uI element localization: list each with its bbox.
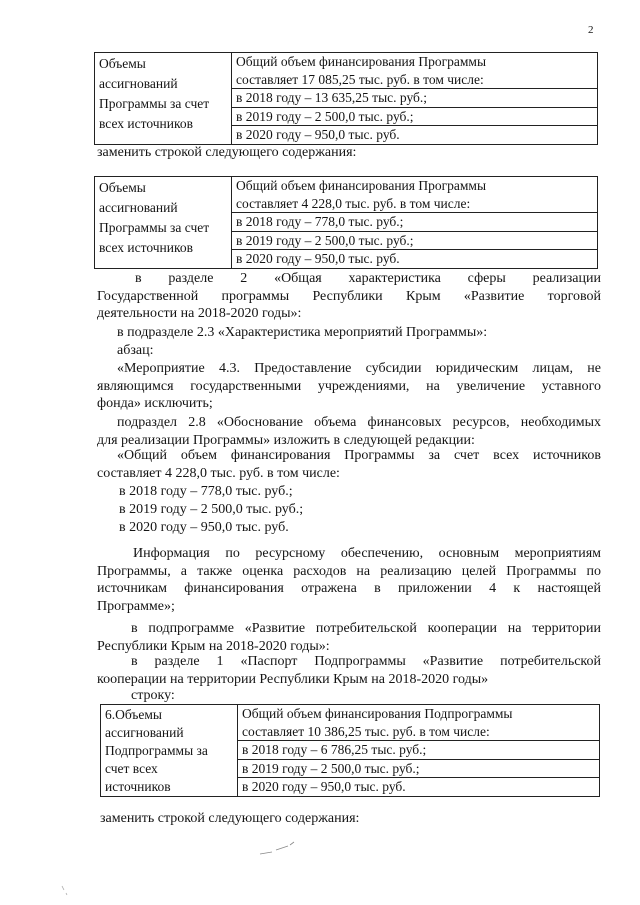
label-line: источников xyxy=(105,779,171,794)
text-line: в разделе 1 «Паспорт Подпрограммы «Развитие потребительской xyxy=(131,654,601,669)
subsection-28-paragraph xyxy=(97,414,601,449)
measure-43-paragraph xyxy=(97,360,601,413)
table-value-cell xyxy=(232,177,598,269)
text-line: фонда» исключить; xyxy=(97,396,213,411)
value-line: в 2020 году – 950,0 тыс. руб. xyxy=(232,125,597,144)
label-line: Программы за счет xyxy=(99,220,210,235)
value-line: в 2020 году – 950,0 тыс. руб. xyxy=(232,249,597,268)
replace-instruction: заменить строкой следующего содержания: xyxy=(100,811,360,826)
label-line: Подпрограммы за xyxy=(105,743,208,758)
text-line: источникам финансирования отражена в приложении 4 к настоящей xyxy=(97,581,601,596)
info-paragraph xyxy=(97,545,601,615)
total-funding-paragraph xyxy=(97,447,601,482)
value-line: составляет 10 386,25 тыс. руб. в том числе: xyxy=(242,723,490,739)
text-line: составляет 4 228,0 тыс. руб. в том числе: xyxy=(97,465,340,481)
table-value-cell xyxy=(238,705,600,797)
label-line: Объемы xyxy=(99,56,146,71)
value-line: в 2020 году – 950,0 тыс. руб. xyxy=(238,777,599,796)
table-value-cell xyxy=(232,53,598,145)
subprogram-paragraph xyxy=(97,620,601,655)
page-number: 2 xyxy=(588,24,594,36)
year-2018-line: в 2018 году – 778,0 тыс. руб.; xyxy=(119,484,293,499)
text-line: в разделе 2 «Общая характеристика сферы реализации xyxy=(135,271,601,286)
table-label-cell xyxy=(95,53,232,145)
text-line: деятельности на 2018-2020 годы»: xyxy=(97,306,302,321)
text-line: кооперации на территории Республики Крым на 2018-2020 годы» xyxy=(97,671,489,687)
value-line: в 2019 году – 2 500,0 тыс. руб.; xyxy=(232,231,597,250)
text-line: Программы, а также оценка расходов на реализацию целей Программы по xyxy=(97,563,601,579)
value-line: Общий объем финансирования Программы xyxy=(236,54,487,69)
text-line: Республики Крым на 2018-2020 годы»: xyxy=(97,638,330,654)
text-line: Программе»; xyxy=(97,598,175,614)
table-label-cell xyxy=(95,177,232,269)
text-line: для реализации Программы» изложить в следующей редакции: xyxy=(97,432,475,448)
scan-mark xyxy=(258,840,298,860)
subprogram-funding-table xyxy=(100,704,600,797)
label-line: 6.Объемы xyxy=(105,707,162,722)
replace-instruction: заменить строкой следующего содержания: xyxy=(97,145,357,160)
value-line: в 2018 году – 778,0 тыс. руб.; xyxy=(232,212,597,231)
line-word: строку: xyxy=(131,688,175,703)
text-line: являющимся государственными учреждениями, на увеличение уставного xyxy=(97,378,601,394)
year-2020-line: в 2020 году – 950,0 тыс. руб. xyxy=(119,520,289,535)
text-line: Государственной программы Республики Крым «Развитие торговой xyxy=(97,288,601,304)
text-line: «Мероприятие 4.3. Предоставление субсидии юридическим лицам, не xyxy=(117,361,601,376)
label-line: ассигнований xyxy=(105,725,184,740)
label-line: счет всех xyxy=(105,761,158,776)
label-line: всех источников xyxy=(99,116,193,131)
section2-paragraph xyxy=(97,270,601,323)
paragraph-word: абзац: xyxy=(117,343,154,358)
value-line: в 2019 году – 2 500,0 тыс. руб.; xyxy=(238,759,599,778)
subsection-23: в подразделе 2.3 «Характеристика мероприятий Программы»: xyxy=(117,325,488,340)
section1-paragraph xyxy=(97,653,601,688)
label-line: Программы за счет xyxy=(99,96,210,111)
text-line: «Общий объем финансирования Программы за счет всех источников xyxy=(117,448,601,463)
value-line: в 2018 году – 6 786,25 тыс. руб.; xyxy=(238,740,599,759)
value-line: в 2018 году – 13 635,25 тыс. руб.; xyxy=(232,88,597,107)
table-label-cell xyxy=(101,705,238,797)
label-line: Объемы xyxy=(99,180,146,195)
funding-table-new xyxy=(94,176,598,269)
label-line: всех источников xyxy=(99,240,193,255)
value-line: Общий объем финансирования Программы xyxy=(236,178,487,193)
value-line: Общий объем финансирования Подпрограммы xyxy=(242,706,513,721)
value-line: составляет 17 085,25 тыс. руб. в том числе: xyxy=(236,71,484,87)
value-line: в 2019 году – 2 500,0 тыс. руб.; xyxy=(232,107,597,126)
funding-table-old xyxy=(94,52,598,145)
scan-mark xyxy=(58,878,78,898)
text-line: подраздел 2.8 «Обоснование объема финансовых ресурсов, необходимых xyxy=(117,415,601,430)
text-line: в подпрограмме «Развитие потребительской кооперации на территории xyxy=(131,621,601,636)
label-line: ассигнований xyxy=(99,200,178,215)
label-line: ассигнований xyxy=(99,76,178,91)
text-line: Информация по ресурсному обеспечению, основным мероприятиям xyxy=(133,546,601,561)
year-2019-line: в 2019 году – 2 500,0 тыс. руб.; xyxy=(119,502,304,517)
value-line: составляет 4 228,0 тыс. руб. в том числе: xyxy=(236,195,471,211)
